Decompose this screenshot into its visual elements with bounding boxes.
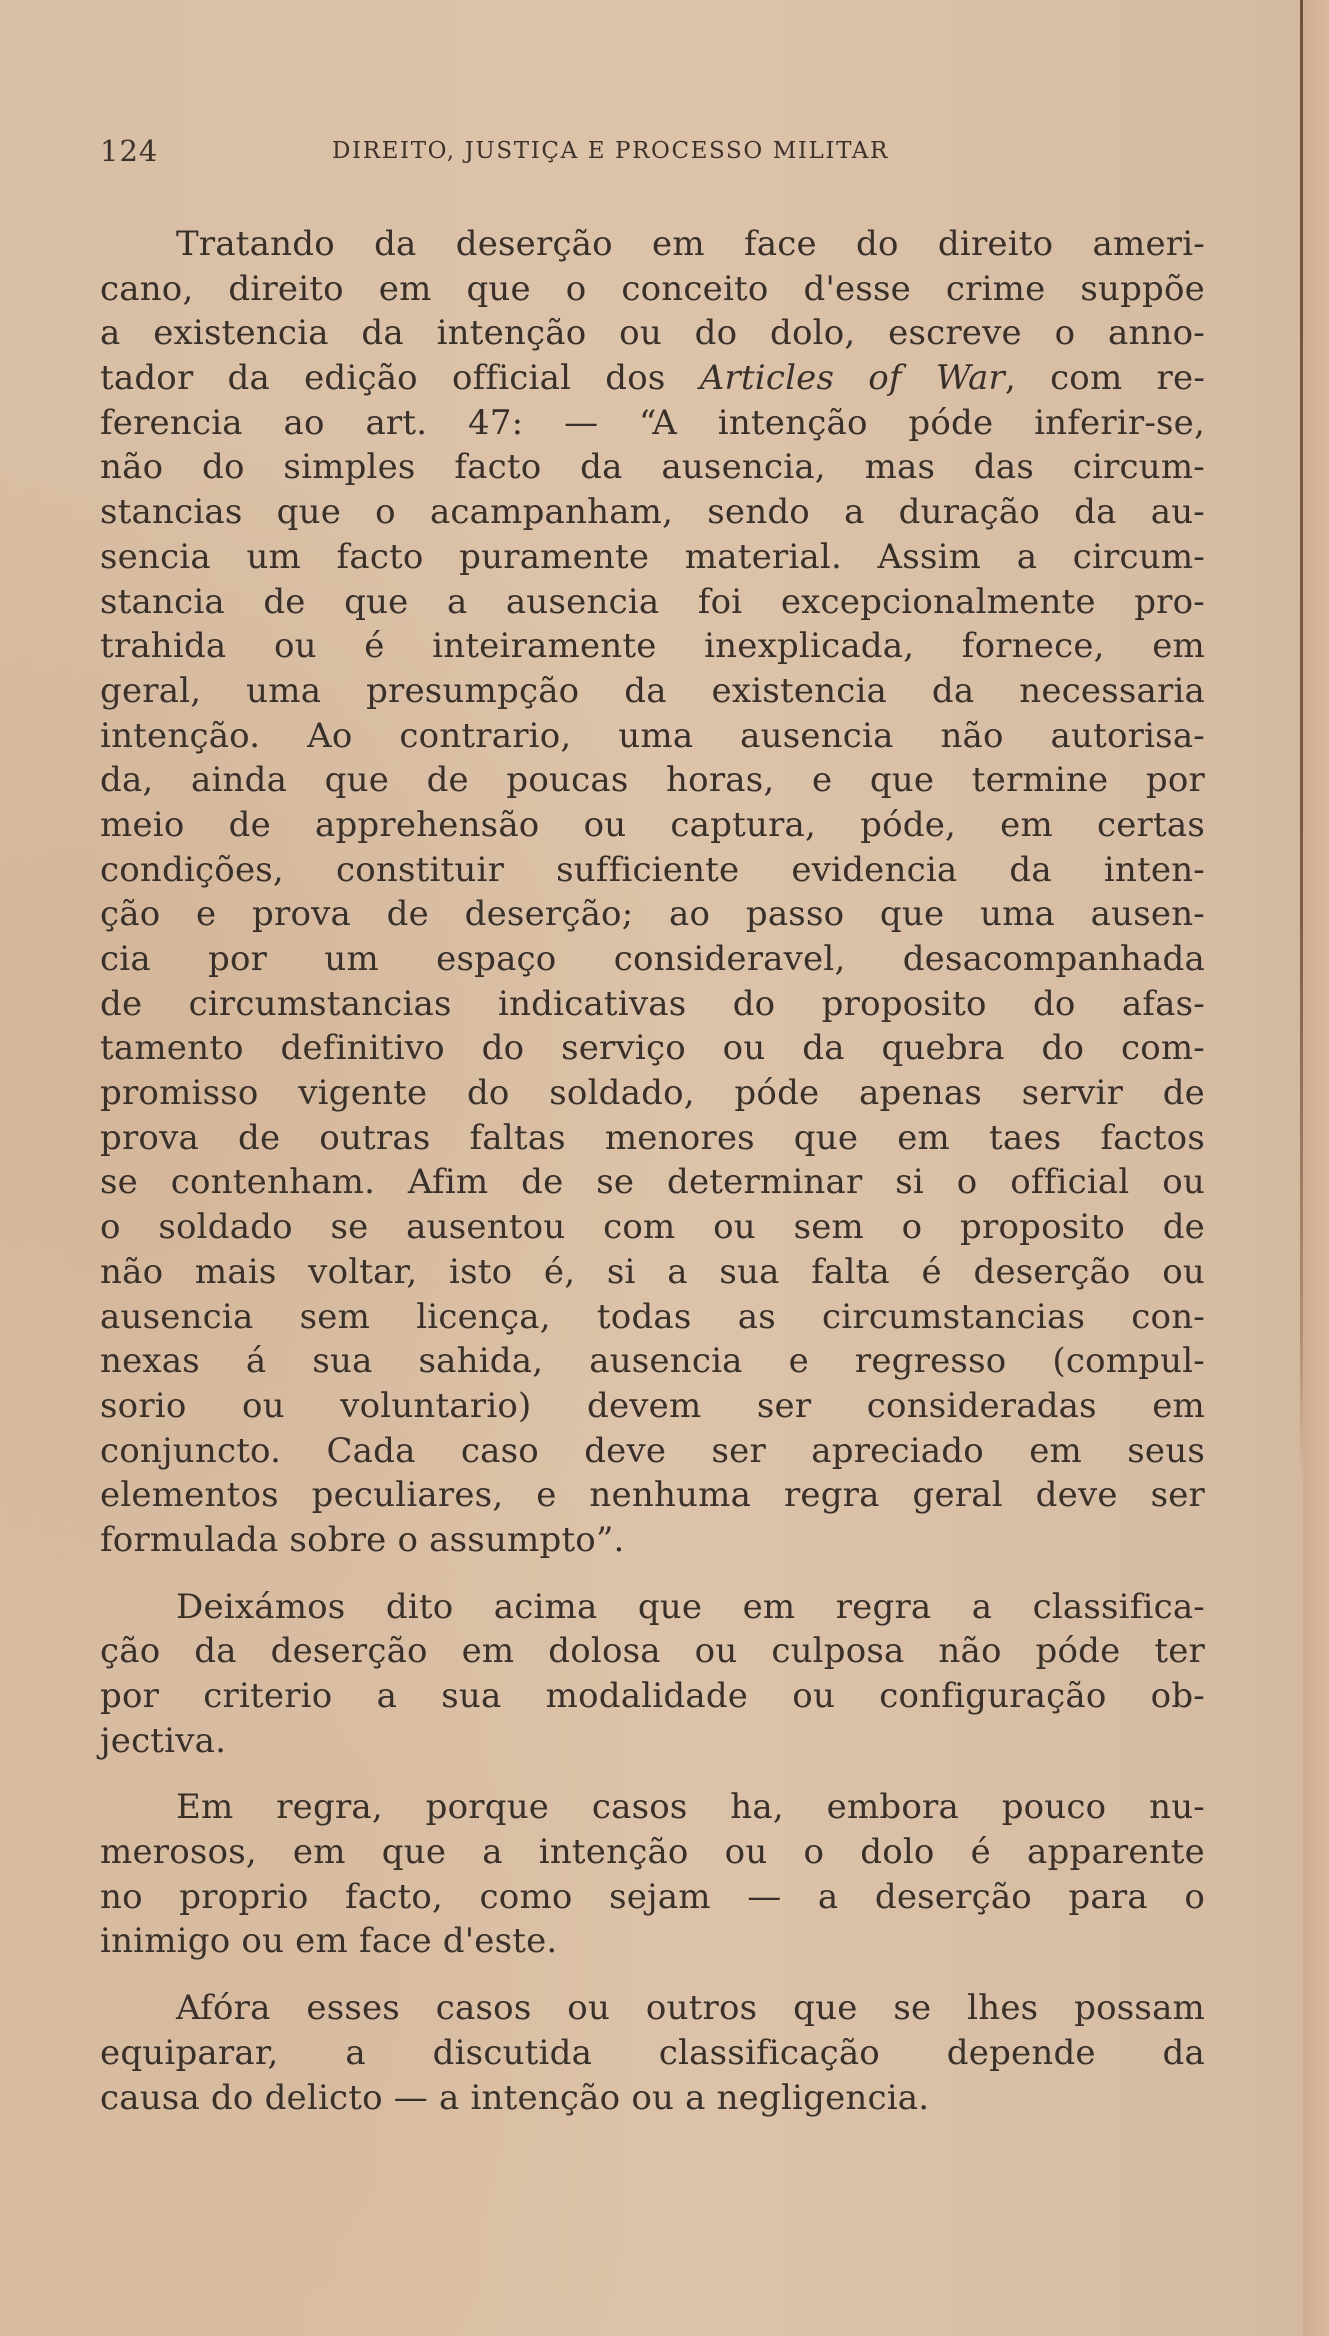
text-line: Em regra, porque casos ha, embora pouco nu- [176,1787,1205,1828]
text-line: a existencia da intenção ou do dolo, escreve o anno- [100,313,1205,354]
text-line: cano, direito em que o conceito d'esse crime suppõe [100,268,1205,309]
text-line: Afóra esses casos ou outros que se lhes possam [176,1988,1205,2029]
text-line: ferencia ao art. 47: — “A intenção póde inferir-se, [100,402,1205,443]
text-line: stancia de que a ausencia foi excepcionalmente pro- [100,581,1205,622]
text-fragment: , com re- [1004,358,1206,399]
text-line: ção e prova de deserção; ao passo que uma ausen- [100,894,1205,935]
paragraph-gap [100,1763,1205,1785]
text-line: sencia um facto puramente material. Assim a circum- [100,536,1205,577]
text-line: inimigo ou em face d'este. [100,1921,558,1962]
text-line: meio de apprehensão ou captura, póde, em certas [100,804,1205,845]
text-line: merosos, em que a intenção ou o dolo é apparente [100,1832,1205,1873]
text-line: da, ainda que de poucas horas, e que termine por [100,760,1205,801]
text-line: elementos peculiares, e nenhuma regra geral deve ser [100,1475,1205,1516]
text-fragment: tador da edição official dos [100,358,700,399]
paragraph-3 [100,1785,1205,1964]
italic-title: Articles of War [699,358,1005,399]
text-line: jectiva. [100,1720,227,1761]
text-line: no proprio facto, como sejam — a deserção para o [100,1876,1205,1917]
text-line: não mais voltar, isto é, si a sua falta é deserção ou [100,1251,1205,1292]
text-line: por criterio a sua modalidade ou configuração ob- [100,1676,1205,1716]
body-text [100,222,1205,2120]
text-line: se contenham. Afim de se determinar si o official ou [100,1162,1205,1203]
text-line: tamento definitivo do serviço ou da quebra do com- [100,1028,1205,1069]
text-line: ção da deserção em dolosa ou culposa não póde ter [100,1631,1205,1672]
text-line: trahida ou é inteiramente inexplicada, fornece, em [100,626,1205,667]
text-line: cia por um espaço consideravel, desacompanhada [100,939,1205,979]
paragraph-4 [100,1986,1205,2120]
text-line: nexas á sua sahida, ausencia e regresso (compul- [100,1341,1205,1382]
paragraph-2 [100,1585,1205,1764]
text-line: formulada sobre o assumpto”. [100,1519,625,1560]
text-line: promisso vigente do soldado, póde apenas servir de [100,1073,1205,1114]
paragraph-gap [100,1964,1205,1986]
running-header [100,134,1200,174]
text-line: equiparar, a discutida classificação depende da [100,2032,1205,2073]
text-line: stancias que o acampanham, sendo a duração da au- [100,492,1205,533]
running-title: DIREITO, JUSTIÇA E PROCESSO MILITAR [332,138,889,164]
text-line: de circumstancias indicativas do proposito do afas- [100,983,1205,1024]
paragraph-gap [100,1563,1205,1585]
text-line: ausencia sem licença, todas as circumstancias con- [100,1296,1205,1337]
text-line: condições, constituir sufficiente evidencia da inten- [100,849,1205,890]
text-line: prova de outras faltas menores que em taes factos [100,1117,1205,1158]
text-line: Tratando da deserção em face do direito ameri- [176,224,1205,264]
text-line: Deixámos dito acima que em regra a classifica- [176,1586,1205,1627]
text-line: conjuncto. Cada caso deve ser apreciado em seus [100,1430,1205,1471]
paragraph-1 [100,222,1205,1563]
page-number: 124 [100,134,159,168]
page-edge-line [1300,0,1303,1480]
next-page-edge [1303,0,1329,2336]
text-line: intenção. Ao contrario, uma ausencia não autorisa- [100,715,1205,756]
text-line: geral, uma presumpção da existencia da necessaria [100,670,1205,711]
text-line-with-italic [100,356,1205,401]
text-line: não do simples facto da ausencia, mas das circum- [100,447,1205,488]
text-line: sorio ou voluntario) devem ser consideradas em [100,1385,1205,1426]
text-line: o soldado se ausentou com ou sem o proposito de [100,1207,1205,1248]
text-line: causa do delicto — a intenção ou a negligencia. [100,2077,930,2118]
